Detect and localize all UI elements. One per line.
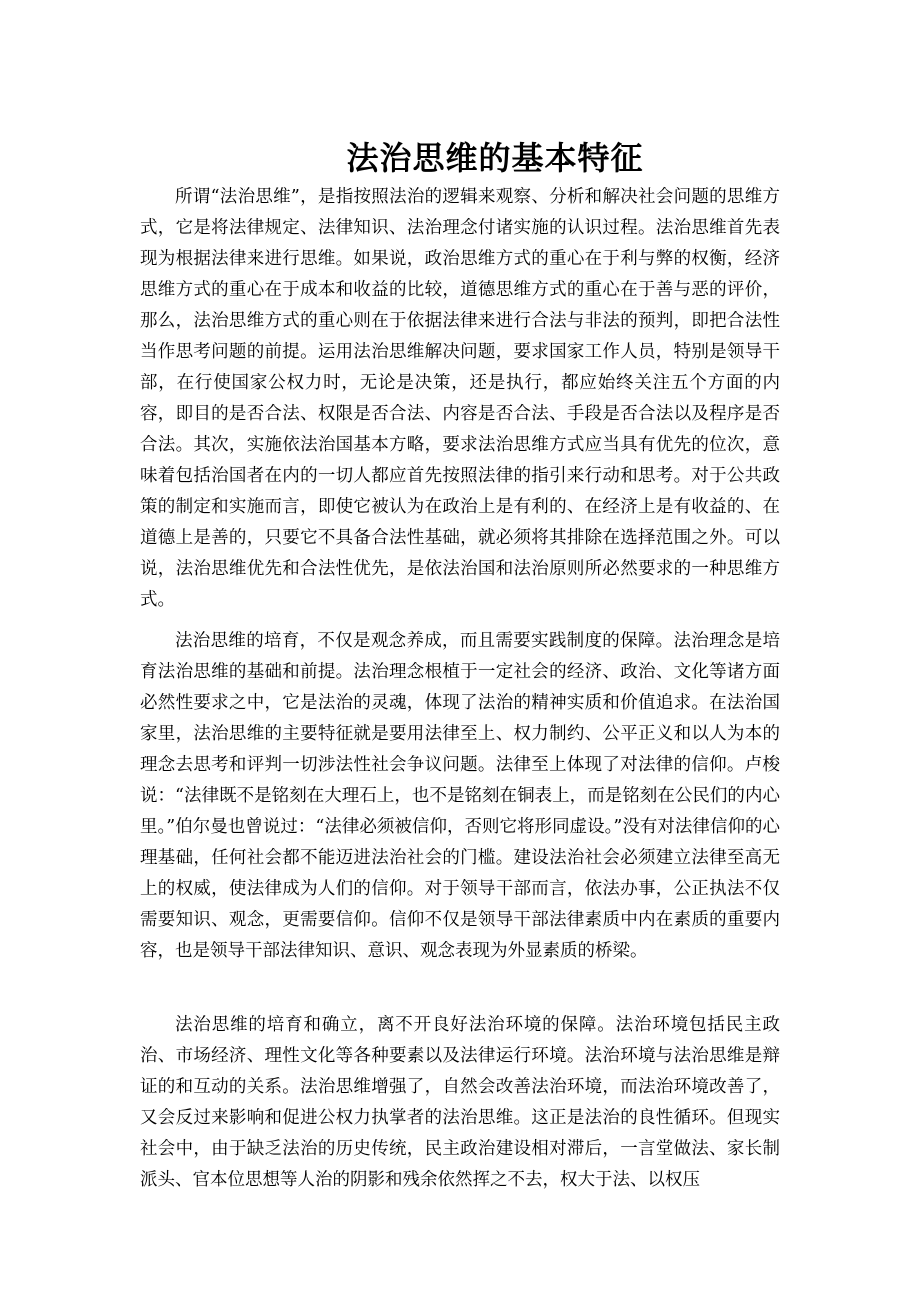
paragraph-3: 法治思维的培育和确立，离不开良好法治环境的保障。法治环境包括民主政治、市场经济、理性文化等各种要素以及法律运行环境。法治环境与法治思维是辩证的和互动的关系。法治思维增强了，自然会改善法治环境，而法治环境改善了，又会反过来影响和促进公权力执掌者的法治思维。这正是法治的良性循环。但现实社会中，由于缺乏法治的历史传统，民主政治建设相对滞后，一言堂做法、家长制派头、官本位思想等人治的阴影和残余依然挥之不去，权大于法、以权压 — [140, 1015, 780, 1190]
document-title: 法治思维的基本特征 — [346, 139, 644, 178]
paragraph-3-container — [140, 1010, 780, 1196]
paragraph-2: 法治思维的培育，不仅是观念养成，而且需要实践制度的保障。法治理念是培育法治思维的基础和前提。法治理念根植于一定社会的经济、政治、文化等诸方面必然性要求之中，它是法治的灵魂，体现了法治的精神实质和价值追求。在法治国家里，法治思维的主要特征就是要用法律至上、权力制约、公平正义和以人为本的理念去思考和评判一切涉法性社会争议问题。法律至上体现了对法律的信仰。卢梭说：“法律既不是铭刻在大理石上，也不是铭刻在铜表上，而是铭刻在公民们的内心里。”伯尔曼也曾说过：“法律必须被信仰，否则它将形同虚设。”没有对法律信仰的心理基础，任何社会都不能迈进法治社会的门槛。建设法治社会必须建立法律至高无上的权威，使法律成为人们的信仰。对于领导干部而言，依法办事，公正执法不仅需要知识、观念，更需要信仰。信仰不仅是领导干部法律素质中内在素质的重要内容，也是领导干部法律知识、意识、观念表现为外显素质的桥梁。 — [140, 631, 780, 961]
paragraph-1: 所谓“法治思维”，是指按照法治的逻辑来观察、分析和解决社会问题的思维方式，它是将法律规定、法律知识、法治理念付诸实施的认识过程。法治思维首先表现为根据法律来进行思维。如果说，政治思维方式的重心在于利与弊的权衡，经济思维方式的重心在于成本和收益的比较，道德思维方式的重心在于善与恶的评价，那么，法治思维方式的重心则在于依据法律来进行合法与非法的预判，即把合法性当作思考问题的前提。运用法治思维解决问题，要求国家工作人员，特别是领导干部，在行使国家公权力时，无论是决策，还是执行，都应始终关注五个方面的内容，即目的是否合法、权限是否合法、内容是否合法、手段是否合法以及程序是否合法。其次，实施依法治国基本方略，要求法治思维方式应当具有优先的位次，意味着包括治国者在内的一切人都应首先按照法律的指引来行动和思考。对于公共政策的制定和实施而言，即使它被认为在政治上是有利的、在经济上是有收益的、在道德上是善的，只要它不具备合法性基础，就必须将其排除在选择范围之外。可以说，法治思维优先和合法性优先，是依法治国和法治原则所必然要求的一种思维方式。 — [140, 187, 780, 610]
paragraph-1-container — [140, 182, 780, 616]
paragraph-2-container — [140, 626, 780, 967]
